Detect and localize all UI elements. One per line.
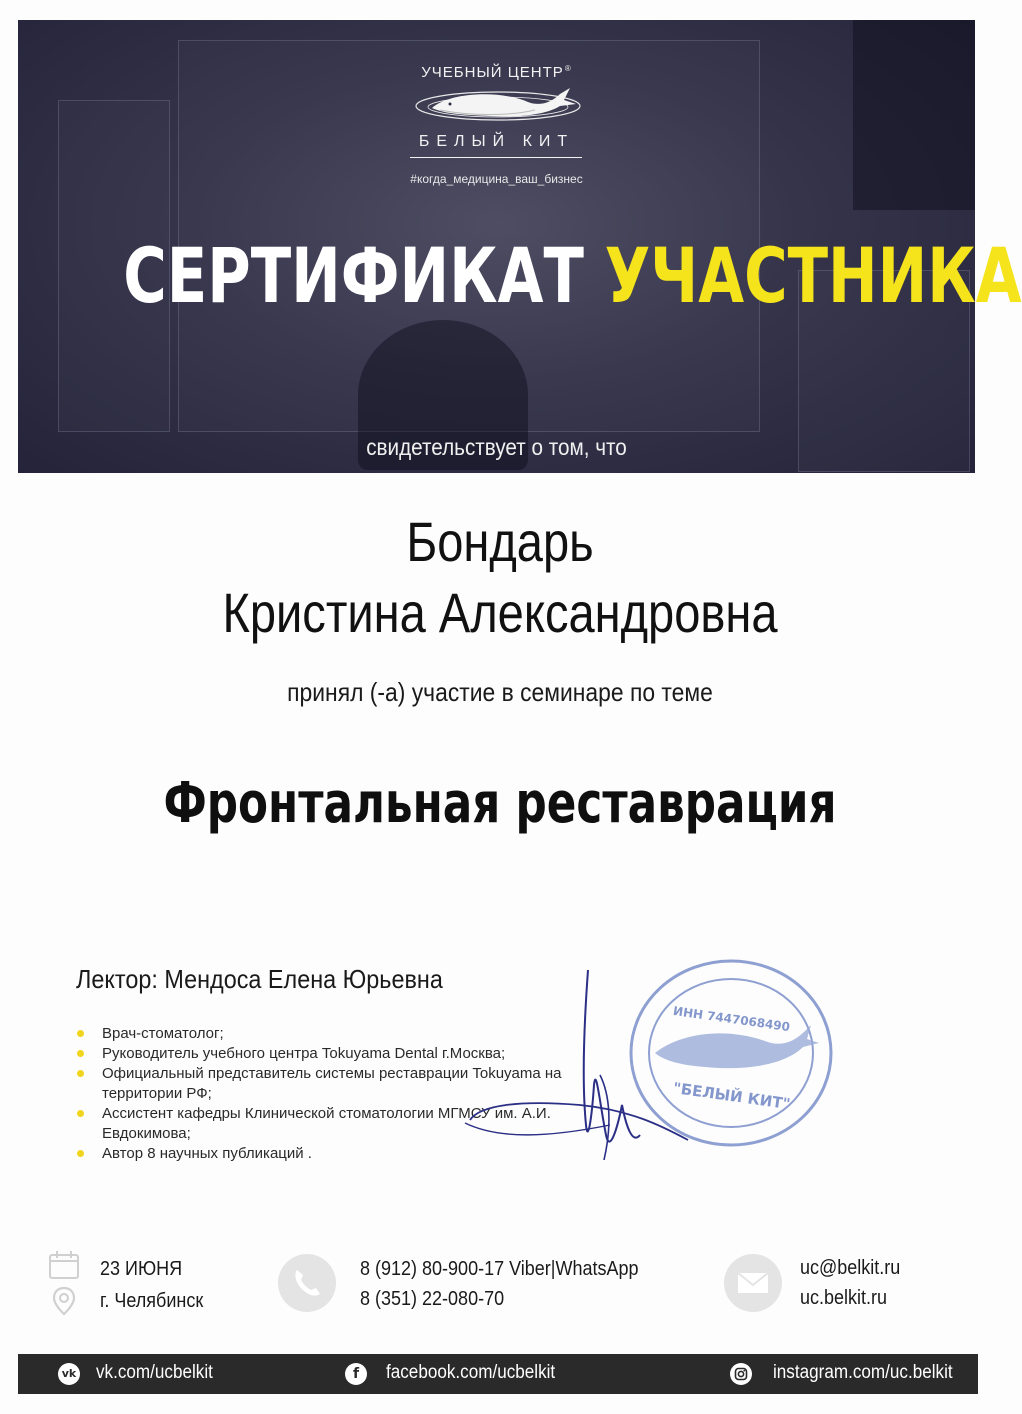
certificate-title: [123, 231, 1022, 320]
participant-given-names: Кристина Александровна: [222, 581, 778, 644]
location-pin-icon: [52, 1286, 76, 1316]
participation-text: принял (-а) участие в семинаре по теме: [287, 677, 713, 707]
credential-item: Ассистент кафедры Клинической стоматологии МГМСУ им. А.И. Евдокимова;: [76, 1104, 596, 1144]
instagram-icon: [730, 1363, 752, 1385]
event-date: 23 ИЮНЯ: [100, 1258, 183, 1280]
stamp-name: "БЕЛЫЙ КИТ": [671, 1078, 792, 1114]
social-vk-link[interactable]: vk.com/ucbelkit: [96, 1362, 213, 1383]
logo-top-text: УЧЕБНЫЙ ЦЕНТР®: [421, 64, 572, 81]
social-facebook-link[interactable]: facebook.com/ucbelkit: [386, 1362, 556, 1383]
social-instagram-link[interactable]: instagram.com/uc.belkit: [773, 1362, 953, 1383]
lecturer-name: Лектор: Мендоса Елена Юрьевна: [76, 964, 443, 994]
certificate-header: [18, 20, 1022, 473]
logo-bottom-text: БЕЛЫЙ КИТ: [418, 133, 575, 150]
calendar-icon: [48, 1250, 80, 1280]
credential-item: Врач-стоматолог;: [76, 1024, 596, 1044]
stamp-inn: ИНН 7447068490: [672, 1003, 791, 1035]
contact-website: uc.belkit.ru: [800, 1287, 888, 1309]
logo-divider: [410, 157, 582, 158]
credential-item: Автор 8 научных публикаций .: [76, 1144, 596, 1164]
whale-logo-icon: [410, 82, 585, 130]
facebook-icon: f: [345, 1363, 367, 1385]
logo-tagline: #когда_медицина_ваш_бизнес: [410, 172, 583, 186]
certificate-title-white: СЕРТИФИКАТ: [123, 231, 584, 320]
envelope-icon: [722, 1252, 784, 1314]
certificate-subtitle: свидетельствует о том, что: [366, 434, 627, 460]
seminar-topic: Фронтальная реставрация: [163, 771, 837, 836]
vk-icon: vk: [58, 1363, 80, 1385]
social-footer: [18, 1354, 978, 1394]
certificate-title-yellow: УЧАСТНИКА: [604, 231, 1022, 320]
phone-secondary: 8 (351) 22-080-70: [360, 1288, 505, 1310]
credential-item: Руководитель учебного центра Tokuyama Dental г.Москва;: [76, 1044, 596, 1064]
lecturer-signature: [460, 965, 700, 1170]
contact-email: uc@belkit.ru: [800, 1257, 901, 1279]
phone-primary: 8 (912) 80-900-17 Viber|WhatsApp: [360, 1258, 639, 1280]
credential-item: Официальный представитель системы реставрации Tokuyama на территории РФ;: [76, 1064, 596, 1104]
phone-icon: [276, 1252, 338, 1314]
participant-surname: Бондарь: [406, 510, 594, 573]
event-city: г. Челябинск: [100, 1290, 204, 1312]
